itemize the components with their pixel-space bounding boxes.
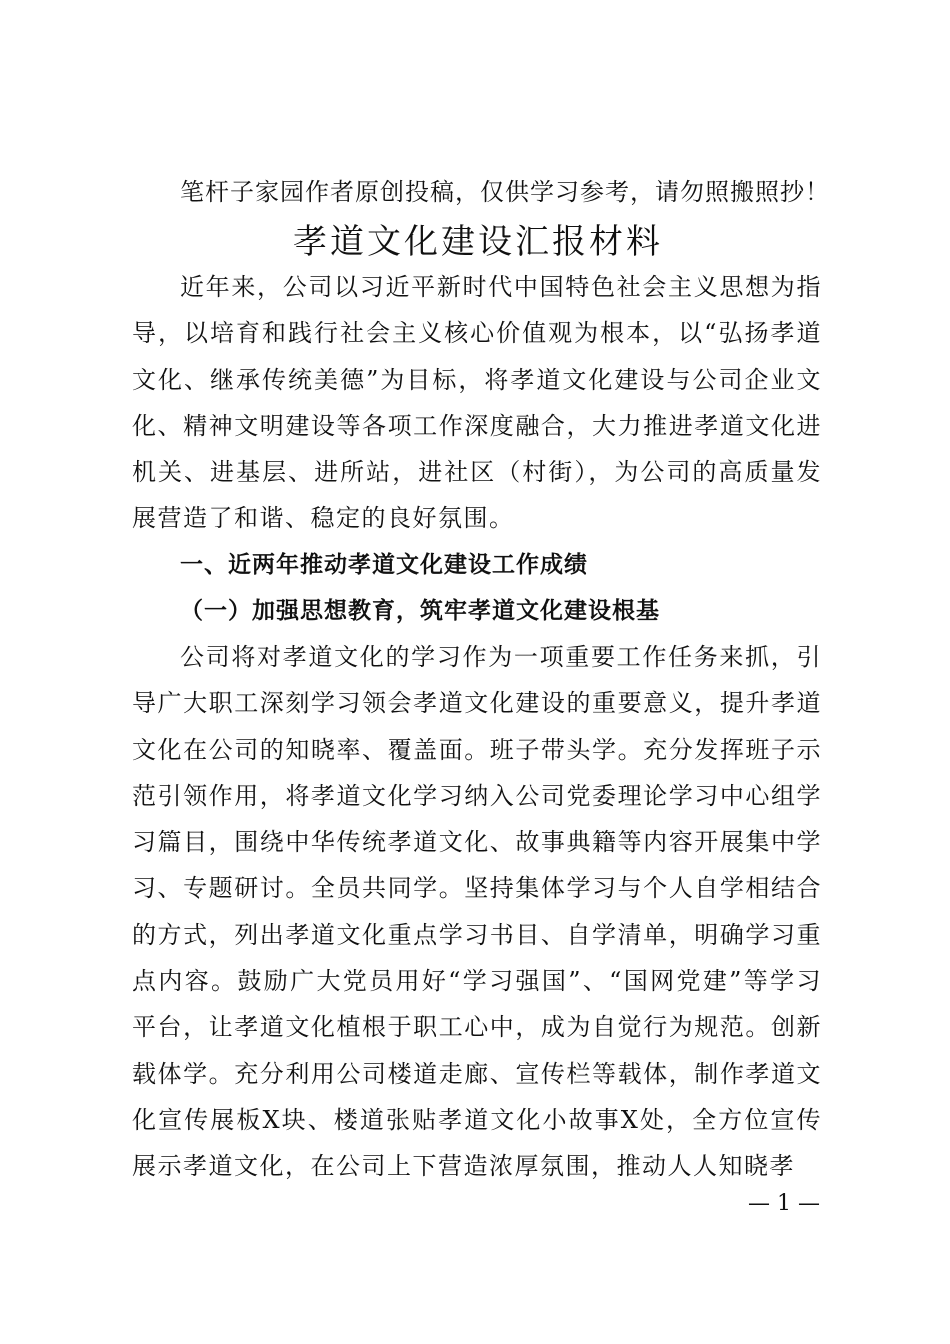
copyright-notice: 笔杆子家园作者原创投稿，仅供学习参考，请勿照搬照抄！: [180, 178, 830, 206]
subsection-1-paragraph: 公司将对孝道文化的学习作为一项重要工作任务来抓，引导广大职工深刻学习领会孝道文化建设的重要意义，提升孝道文化在公司的知晓率、覆盖面。班子带头学。充分发挥班子示范引领作用，将孝道文化学习纳入公司党委理论学习中心组学习篇目，围绕中华传统孝道文化、故事典籍等内容开展集中学习、专题研讨。全员共同学。坚持集体学习与个人自学相结合的方式，列出孝道文化重点学习书目、自学清单，明确学习重点内容。鼓励广大党员用好“学习强国”、“国网党建”等学习平台，让孝道文化植根于职工心中，成为自觉行为规范。创新载体学。充分利用公司楼道走廊、宣传栏等载体，制作孝道文化宣传展板X块、楼道张贴孝道文化小故事X处，全方位宣传展示孝道文化，在公司上下营造浓厚氛围，推动人人知晓孝: [132, 643, 822, 1181]
document-title: 孝道文化建设汇报材料: [293, 222, 663, 262]
subsection-1-heading: （一）加强思想教育，筑牢孝道文化建设根基: [180, 597, 660, 624]
page-number: — 1 —: [748, 1191, 820, 1216]
intro-paragraph: 近年来，公司以习近平新时代中国特色社会主义思想为指导，以培育和践行社会主义核心价值观为根本，以“弘扬孝道文化、继承传统美德”为目标，将孝道文化建设与公司企业文化、精神文明建设等各项工作深度融合，大力推进孝道文化进机关、进基层、进所站，进社区（村街），为公司的高质量发展营造了和谐、稳定的良好氛围。: [132, 273, 822, 533]
section-1-heading: 一、近两年推动孝道文化建设工作成绩: [180, 552, 588, 578]
